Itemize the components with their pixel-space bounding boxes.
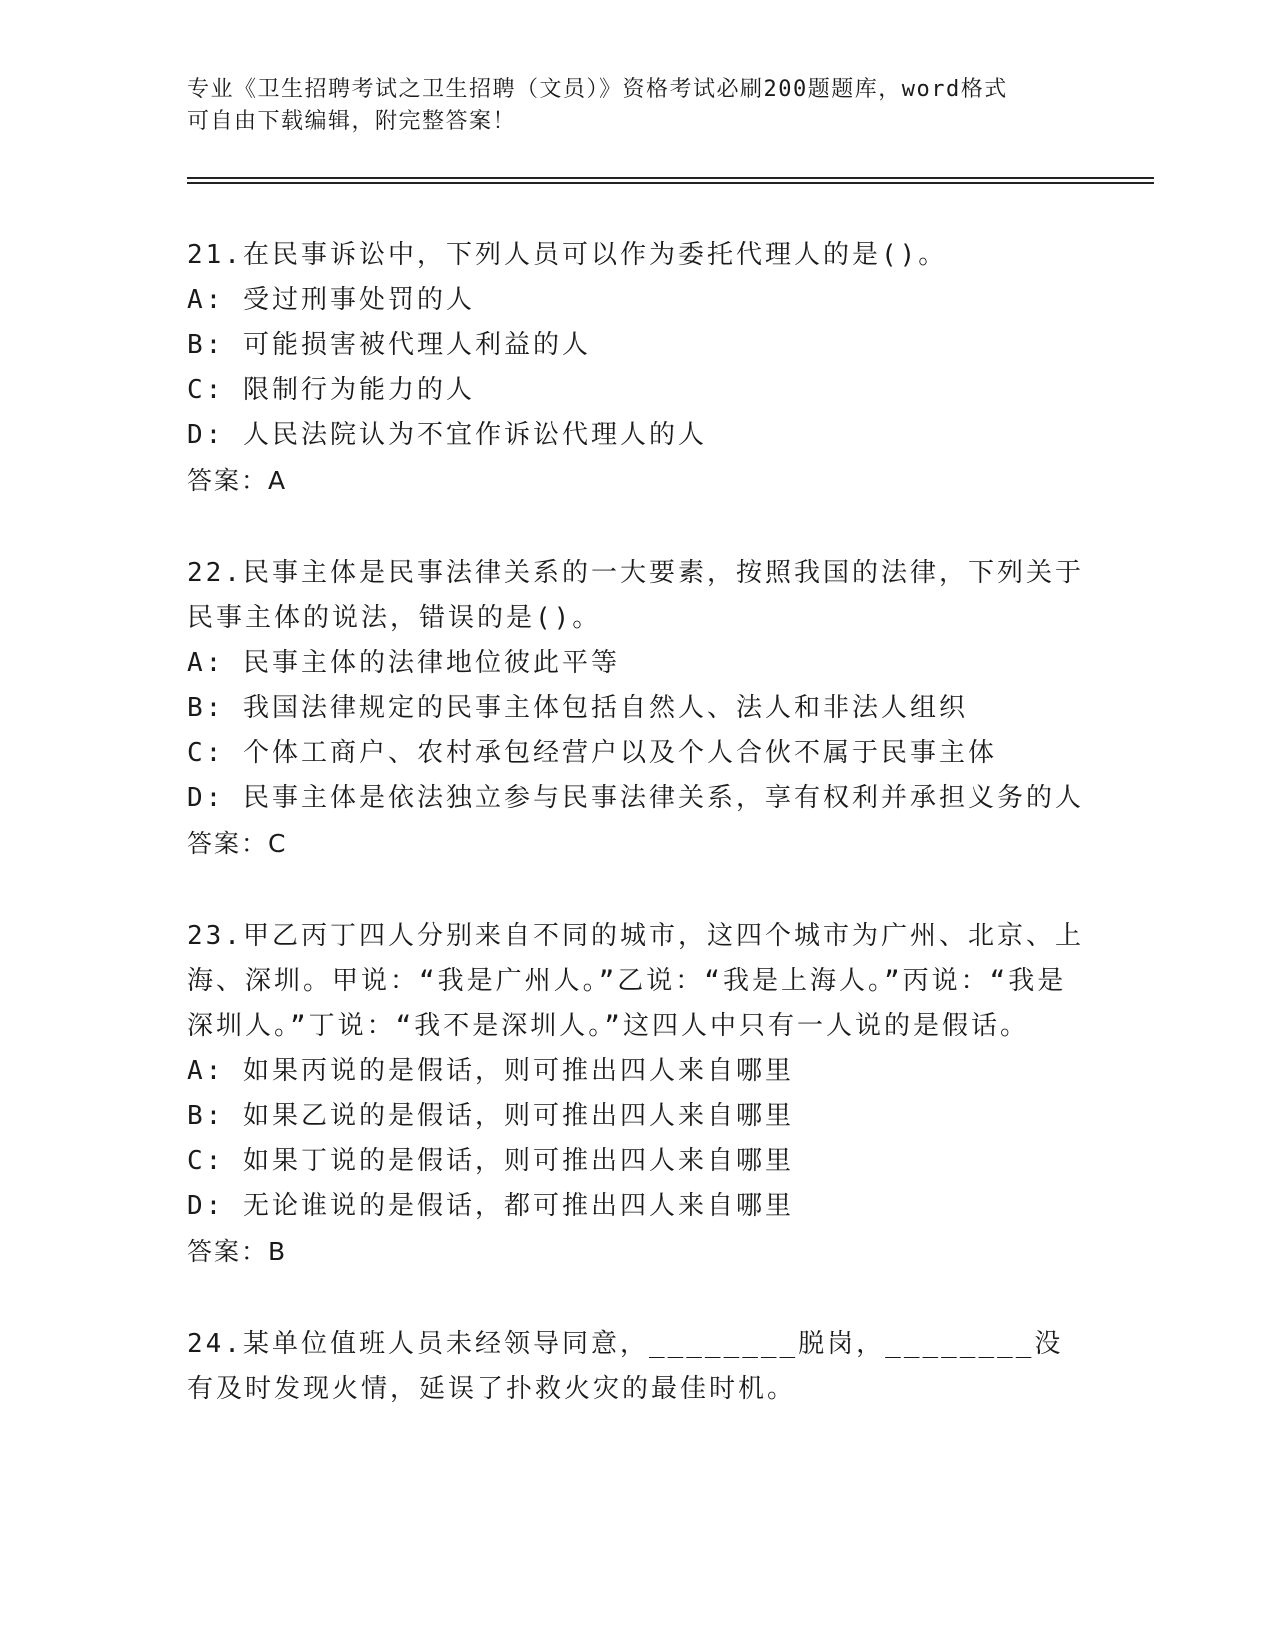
header-rule-top — [187, 177, 1154, 179]
question-stem: 21.在民事诉讼中，下列人员可以作为委托代理人的是()。 — [187, 240, 948, 270]
option-b: B: 如果乙说的是假话，则可推出四人来自哪里 — [187, 1101, 794, 1131]
question-stem: 22.民事主体是民事法律关系的一大要素，按照我国的法律，下列关于民事主体的说法，错误的是()。 — [187, 558, 1084, 633]
question-22 — [187, 551, 1087, 866]
header-rule-bottom — [187, 182, 1154, 184]
option-d: D: 民事主体是依法独立参与民事法律关系，享有权利并承担义务的人 — [187, 783, 1084, 813]
question-21 — [187, 233, 1087, 503]
option-a: A: 如果丙说的是假话，则可推出四人来自哪里 — [187, 1056, 794, 1086]
question-list — [187, 233, 1087, 1460]
document-header — [187, 74, 1087, 138]
option-a: A: 受过刑事处罚的人 — [187, 285, 475, 315]
question-24 — [187, 1322, 1087, 1412]
answer: 答案：B — [187, 1237, 288, 1266]
header-line-2: 可自由下载编辑，附完整答案！ — [187, 109, 517, 134]
question-stem: 23.甲乙丙丁四人分别来自不同的城市，这四个城市为广州、北京、上海、深圳。甲说：“我是广州人。”乙说：“我是上海人。”丙说：“我是深圳人。”丁说：“我不是深圳人。”这四人中只有一人说的是假话。 — [187, 921, 1084, 1041]
question-stem: 24.某单位值班人员未经领导同意，________脱岗，________没有及时发现火情，延误了扑救火灾的最佳时机。 — [187, 1329, 1064, 1404]
option-b: B: 我国法律规定的民事主体包括自然人、法人和非法人组织 — [187, 693, 968, 723]
option-d: D: 人民法院认为不宜作诉讼代理人的人 — [187, 420, 707, 450]
option-c: C: 个体工商户、农村承包经营户以及个人合伙不属于民事主体 — [187, 738, 997, 768]
answer: 答案：A — [187, 466, 288, 495]
header-line-1: 专业《卫生招聘考试之卫生招聘（文员）》资格考试必刷200题题库，word格式 — [187, 77, 1008, 102]
option-b: B: 可能损害被代理人利益的人 — [187, 330, 591, 360]
option-c: C: 限制行为能力的人 — [187, 375, 475, 405]
option-c: C: 如果丁说的是假话，则可推出四人来自哪里 — [187, 1146, 794, 1176]
question-23 — [187, 914, 1087, 1274]
option-a: A: 民事主体的法律地位彼此平等 — [187, 648, 620, 678]
answer: 答案：C — [187, 829, 288, 858]
option-d: D: 无论谁说的是假话，都可推出四人来自哪里 — [187, 1191, 794, 1221]
